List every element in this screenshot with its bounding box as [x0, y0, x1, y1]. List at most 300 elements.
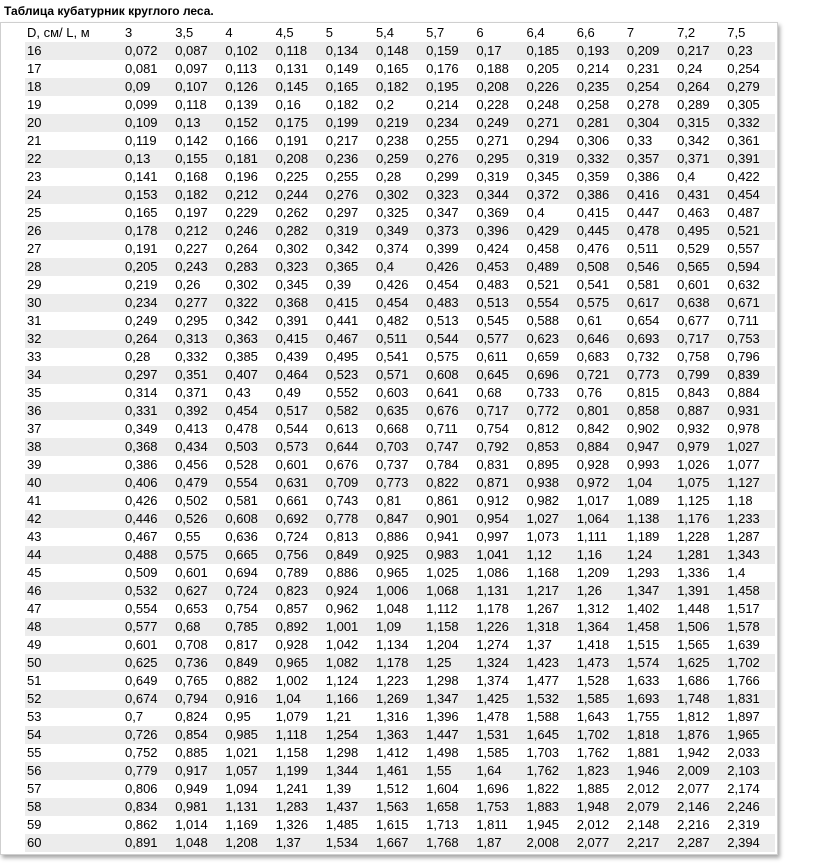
table-row [25, 582, 775, 600]
volume-cell: 0,368 [274, 294, 324, 312]
table-row [25, 474, 775, 492]
volume-cell: 0,456 [173, 456, 223, 474]
volume-cell: 0,552 [324, 384, 374, 402]
volume-cell: 0,217 [675, 42, 725, 60]
table-row [25, 240, 775, 258]
volume-cell: 1,298 [324, 744, 374, 762]
volume-cell: 0,464 [274, 366, 324, 384]
volume-cell: 0,603 [374, 384, 424, 402]
volume-cell: 1,448 [675, 600, 725, 618]
volume-cell: 0,342 [675, 132, 725, 150]
volume-cell: 0,351 [173, 366, 223, 384]
volume-cell: 1,298 [424, 672, 474, 690]
volume-cell: 0,415 [575, 204, 625, 222]
diameter-cell: 54 [25, 726, 123, 744]
volume-cell: 0,28 [123, 348, 173, 366]
volume-cell: 0,541 [374, 348, 424, 366]
volume-cell: 0,724 [223, 582, 273, 600]
volume-cell: 1,064 [575, 510, 625, 528]
volume-cell: 0,28 [374, 168, 424, 186]
volume-cell: 1,042 [324, 636, 374, 654]
volume-cell: 0,528 [223, 456, 273, 474]
volume-cell: 0,165 [123, 204, 173, 222]
volume-cell: 0,229 [223, 204, 273, 222]
volume-cell: 1,204 [424, 636, 474, 654]
volume-cell: 0,938 [525, 474, 575, 492]
volume-cell: 1,423 [525, 654, 575, 672]
table-row [25, 42, 775, 60]
volume-cell: 0,941 [424, 528, 474, 546]
volume-cell: 1,316 [374, 708, 424, 726]
volume-cell: 0,43 [223, 384, 273, 402]
diameter-cell: 47 [25, 600, 123, 618]
volume-cell: 1,87 [474, 834, 524, 852]
table-row [25, 546, 775, 564]
volume-cell: 0,711 [725, 312, 775, 330]
volume-cell: 0,674 [123, 690, 173, 708]
volume-cell: 0,696 [525, 366, 575, 384]
volume-cell: 0,901 [424, 510, 474, 528]
volume-cell: 0,361 [725, 132, 775, 150]
volume-cell: 1,811 [474, 816, 524, 834]
volume-cell: 0,732 [625, 348, 675, 366]
volume-cell: 1,645 [525, 726, 575, 744]
volume-cell: 0,313 [173, 330, 223, 348]
volume-cell: 1,506 [675, 618, 725, 636]
volume-cell: 0,676 [424, 402, 474, 420]
length-header: 6,6 [575, 24, 625, 42]
volume-cell: 2,217 [625, 834, 675, 852]
volume-cell: 0,853 [525, 438, 575, 456]
volume-cell: 0,565 [675, 258, 725, 276]
volume-cell: 0,513 [424, 312, 474, 330]
volume-cell: 1,021 [223, 744, 273, 762]
volume-cell: 2,394 [725, 834, 775, 852]
volume-cell: 0,601 [123, 636, 173, 654]
volume-cell: 0,692 [274, 510, 324, 528]
volume-cell: 0,314 [123, 384, 173, 402]
volume-cell: 0,4 [675, 168, 725, 186]
volume-cell: 0,635 [374, 402, 424, 420]
volume-cell: 1,703 [525, 744, 575, 762]
volume-cell: 0,426 [123, 492, 173, 510]
volume-cell: 1,241 [274, 780, 324, 798]
volume-cell: 0,817 [223, 636, 273, 654]
volume-cell: 0,886 [374, 528, 424, 546]
volume-cell: 0,554 [223, 474, 273, 492]
volume-cell: 0,683 [575, 348, 625, 366]
volume-cell: 0,255 [324, 168, 374, 186]
volume-cell: 0,371 [173, 384, 223, 402]
volume-cell: 0,611 [474, 348, 524, 366]
table-row [25, 600, 775, 618]
volume-cell: 0,445 [575, 222, 625, 240]
volume-cell: 0,279 [725, 78, 775, 96]
volume-cell: 1,458 [725, 582, 775, 600]
volume-cell: 2,077 [575, 834, 625, 852]
volume-cell: 1,658 [424, 798, 474, 816]
volume-cell: 0,454 [424, 276, 474, 294]
volume-cell: 1,04 [625, 474, 675, 492]
volume-cell: 0,861 [424, 492, 474, 510]
volume-cell: 1,267 [525, 600, 575, 618]
volume-cell: 0,126 [223, 78, 273, 96]
volume-cell: 0,306 [575, 132, 625, 150]
volume-cell: 0,76 [575, 384, 625, 402]
diameter-cell: 19 [25, 96, 123, 114]
volume-cell: 0,478 [625, 222, 675, 240]
volume-cell: 1,168 [525, 564, 575, 582]
diameter-cell: 34 [25, 366, 123, 384]
volume-cell: 0,399 [424, 240, 474, 258]
volume-cell: 1,702 [575, 726, 625, 744]
volume-cell: 0,789 [274, 564, 324, 582]
volume-cell: 0,099 [123, 96, 173, 114]
table-row [25, 312, 775, 330]
volume-cell: 0,159 [424, 42, 474, 60]
table-row [25, 186, 775, 204]
volume-cell: 0,799 [675, 366, 725, 384]
table-row [25, 150, 775, 168]
volume-cell: 0,2 [374, 96, 424, 114]
volume-cell: 0,81 [374, 492, 424, 510]
volume-cell: 0,365 [324, 258, 374, 276]
volume-cell: 0,965 [274, 654, 324, 672]
table-row [25, 618, 775, 636]
diameter-cell: 39 [25, 456, 123, 474]
volume-cell: 0,981 [173, 798, 223, 816]
volume-cell: 0,209 [625, 42, 675, 60]
volume-cell: 0,482 [374, 312, 424, 330]
table-row [25, 492, 775, 510]
volume-cell: 0,502 [173, 492, 223, 510]
volume-cell: 0,843 [675, 384, 725, 402]
volume-cell: 0,997 [474, 528, 524, 546]
volume-cell: 0,801 [575, 402, 625, 420]
volume-cell: 1,762 [525, 762, 575, 780]
volume-cell: 0,711 [424, 420, 474, 438]
volume-cell: 0,283 [223, 258, 273, 276]
volume-cell: 1,001 [324, 618, 374, 636]
volume-cell: 0,453 [474, 258, 524, 276]
table-row [25, 168, 775, 186]
volume-cell: 0,369 [474, 204, 524, 222]
volume-cell: 0,262 [274, 204, 324, 222]
length-header: 4 [223, 24, 273, 42]
volume-cell: 1,18 [725, 492, 775, 510]
volume-cell: 0,582 [324, 402, 374, 420]
volume-cell: 1,942 [675, 744, 725, 762]
volume-cell: 0,646 [575, 330, 625, 348]
volume-cell: 0,792 [474, 438, 524, 456]
diameter-cell: 20 [25, 114, 123, 132]
volume-cell: 0,413 [173, 420, 223, 438]
volume-cell: 1,578 [725, 618, 775, 636]
volume-cell: 0,778 [324, 510, 374, 528]
volume-cell: 0,892 [274, 618, 324, 636]
volume-cell: 0,302 [274, 240, 324, 258]
volume-cell: 1,226 [474, 618, 524, 636]
volume-cell: 0,924 [324, 582, 374, 600]
volume-cell: 1,223 [374, 672, 424, 690]
volume-cell: 1,014 [173, 816, 223, 834]
volume-cell: 0,113 [223, 60, 273, 78]
volume-cell: 0,588 [525, 312, 575, 330]
length-header: 5,4 [374, 24, 424, 42]
table-row [25, 762, 775, 780]
volume-cell: 1,026 [675, 456, 725, 474]
volume-cell: 2,103 [725, 762, 775, 780]
volume-cell: 0,665 [223, 546, 273, 564]
volume-cell: 1,755 [625, 708, 675, 726]
diameter-cell: 56 [25, 762, 123, 780]
volume-cell: 1,702 [725, 654, 775, 672]
volume-cell: 1,347 [424, 690, 474, 708]
volume-cell: 0,902 [625, 420, 675, 438]
volume-cell: 1,686 [675, 672, 725, 690]
volume-cell: 0,371 [675, 150, 725, 168]
length-header: 3 [123, 24, 173, 42]
volume-cell: 0,294 [525, 132, 575, 150]
table-row [25, 402, 775, 420]
diameter-cell: 18 [25, 78, 123, 96]
volume-cell: 1,477 [525, 672, 575, 690]
volume-cell: 1,528 [575, 672, 625, 690]
volume-cell: 1,287 [725, 528, 775, 546]
diameter-cell: 51 [25, 672, 123, 690]
volume-cell: 0,709 [324, 474, 374, 492]
volume-cell: 1,965 [725, 726, 775, 744]
volume-cell: 2,174 [725, 780, 775, 798]
volume-cell: 0,752 [123, 744, 173, 762]
volume-cell: 1,39 [324, 780, 374, 798]
volume-cell: 2,033 [725, 744, 775, 762]
volume-cell: 0,166 [223, 132, 273, 150]
volume-cell: 0,205 [525, 60, 575, 78]
volume-cell: 0,617 [625, 294, 675, 312]
volume-cell: 0,928 [575, 456, 625, 474]
volume-cell: 0,264 [675, 78, 725, 96]
volume-cell: 1,208 [223, 834, 273, 852]
volume-cell: 0,594 [725, 258, 775, 276]
diameter-cell: 21 [25, 132, 123, 150]
volume-cell: 0,165 [324, 78, 374, 96]
volume-cell: 1,753 [474, 798, 524, 816]
table-row [25, 114, 775, 132]
volume-cell: 0,141 [123, 168, 173, 186]
volume-cell: 2,216 [675, 816, 725, 834]
volume-cell: 0,208 [474, 78, 524, 96]
volume-cell: 0,149 [324, 60, 374, 78]
volume-cell: 0,965 [374, 564, 424, 582]
volume-cell: 0,13 [123, 150, 173, 168]
volume-cell: 0,139 [223, 96, 273, 114]
volume-cell: 0,107 [173, 78, 223, 96]
volume-cell: 0,834 [123, 798, 173, 816]
volume-cell: 1,344 [324, 762, 374, 780]
volume-cell: 0,717 [675, 330, 725, 348]
volume-cell: 1,883 [525, 798, 575, 816]
table-row [25, 420, 775, 438]
volume-cell: 0,842 [575, 420, 625, 438]
volume-cell: 0,323 [424, 186, 474, 204]
volume-cell: 0,278 [625, 96, 675, 114]
table-row [25, 564, 775, 582]
volume-cell: 0,806 [123, 780, 173, 798]
volume-cell: 0,363 [223, 330, 273, 348]
volume-cell: 0,391 [725, 150, 775, 168]
volume-cell: 0,529 [675, 240, 725, 258]
volume-cell: 0,726 [123, 726, 173, 744]
volume-cell: 1,12 [525, 546, 575, 564]
volume-cell: 0,508 [575, 258, 625, 276]
diameter-cell: 44 [25, 546, 123, 564]
diameter-cell: 16 [25, 42, 123, 60]
volume-cell: 0,857 [274, 600, 324, 618]
volume-cell: 0,743 [324, 492, 374, 510]
volume-cell: 0,276 [424, 150, 474, 168]
volume-cell: 1,293 [625, 564, 675, 582]
volume-cell: 0,439 [274, 348, 324, 366]
volume-cell: 1,24 [625, 546, 675, 564]
volume-cell: 1,25 [424, 654, 474, 672]
diameter-cell: 38 [25, 438, 123, 456]
volume-cell: 0,254 [625, 78, 675, 96]
table-row [25, 708, 775, 726]
volume-cell: 0,884 [575, 438, 625, 456]
volume-cell: 1,818 [625, 726, 675, 744]
volume-cell: 0,625 [123, 654, 173, 672]
table-row [25, 798, 775, 816]
volume-cell: 0,488 [123, 546, 173, 564]
volume-cell: 0,276 [324, 186, 374, 204]
table-row [25, 690, 775, 708]
volume-cell: 0,23 [725, 42, 775, 60]
volume-cell: 0,756 [274, 546, 324, 564]
volume-cell: 0,271 [525, 114, 575, 132]
volume-cell: 0,758 [675, 348, 725, 366]
volume-cell: 1,326 [274, 816, 324, 834]
volume-cell: 0,277 [173, 294, 223, 312]
table-row [25, 672, 775, 690]
volume-cell: 0,831 [474, 456, 524, 474]
length-header: 5 [324, 24, 374, 42]
volume-cell: 0,849 [223, 654, 273, 672]
volume-cell: 0,295 [173, 312, 223, 330]
table-row [25, 222, 775, 240]
volume-cell: 0,182 [173, 186, 223, 204]
volume-cell: 0,176 [424, 60, 474, 78]
volume-cell: 1,412 [374, 744, 424, 762]
volume-cell: 0,102 [223, 42, 273, 60]
table-row [25, 780, 775, 798]
diameter-cell: 27 [25, 240, 123, 258]
volume-cell: 0,332 [725, 114, 775, 132]
volume-cell: 0,347 [424, 204, 474, 222]
volume-cell: 0,928 [274, 636, 324, 654]
volume-cell: 0,282 [274, 222, 324, 240]
volume-cell: 1,073 [525, 528, 575, 546]
table-row [25, 294, 775, 312]
volume-cell: 1,396 [424, 708, 474, 726]
volume-cell: 0,426 [424, 258, 474, 276]
volume-cell: 0,119 [123, 132, 173, 150]
volume-cell: 1,312 [575, 600, 625, 618]
volume-cell: 1,876 [675, 726, 725, 744]
volume-cell: 0,145 [274, 78, 324, 96]
volume-cell: 0,747 [424, 438, 474, 456]
diameter-cell: 32 [25, 330, 123, 348]
volume-cell: 0,454 [223, 402, 273, 420]
diameter-cell: 40 [25, 474, 123, 492]
volume-cell: 2,008 [525, 834, 575, 852]
volume-cell: 0,479 [173, 474, 223, 492]
volume-cell: 1,324 [474, 654, 524, 672]
volume-cell: 1,374 [474, 672, 524, 690]
table-row [25, 384, 775, 402]
volume-cell: 1,318 [525, 618, 575, 636]
volume-cell: 0,225 [274, 168, 324, 186]
volume-cell: 0,557 [725, 240, 775, 258]
volume-cell: 1,478 [474, 708, 524, 726]
volume-cell: 0,193 [575, 42, 625, 60]
volume-cell: 0,227 [173, 240, 223, 258]
volume-cell: 0,895 [525, 456, 575, 474]
table-row [25, 258, 775, 276]
volume-cell: 0,315 [675, 114, 725, 132]
volume-cell: 0,737 [374, 456, 424, 474]
volume-cell: 1,55 [424, 762, 474, 780]
volume-cell: 0,891 [123, 834, 173, 852]
volume-cell: 0,212 [223, 186, 273, 204]
volume-cell: 0,581 [625, 276, 675, 294]
volume-cell: 0,653 [173, 600, 223, 618]
volume-cell: 1,946 [625, 762, 675, 780]
volume-cell: 0,24 [675, 60, 725, 78]
volume-cell: 0,155 [173, 150, 223, 168]
volume-cell: 1,4 [725, 564, 775, 582]
volume-cell: 1,633 [625, 672, 675, 690]
volume-cell: 1,112 [424, 600, 474, 618]
volume-cell: 1,667 [374, 834, 424, 852]
volume-cell: 1,199 [274, 762, 324, 780]
volume-cell: 2,077 [675, 780, 725, 798]
length-header: 5,7 [424, 24, 474, 42]
table-row [25, 726, 775, 744]
volume-cell: 0,13 [173, 114, 223, 132]
volume-cell: 0,703 [374, 438, 424, 456]
volume-cell: 1,347 [625, 582, 675, 600]
volume-cell: 0,195 [424, 78, 474, 96]
volume-cell: 0,601 [173, 564, 223, 582]
volume-cell: 0,676 [324, 456, 374, 474]
diameter-cell: 55 [25, 744, 123, 762]
volume-cell: 0,601 [675, 276, 725, 294]
volume-cell: 1,713 [424, 816, 474, 834]
volume-cell: 0,458 [525, 240, 575, 258]
volume-cell: 0,249 [123, 312, 173, 330]
volume-cell: 1,639 [725, 636, 775, 654]
volume-cell: 1,04 [274, 690, 324, 708]
volume-cell: 0,601 [274, 456, 324, 474]
volume-cell: 0,511 [625, 240, 675, 258]
volume-cell: 0,087 [173, 42, 223, 60]
diameter-cell: 48 [25, 618, 123, 636]
volume-cell: 1,089 [625, 492, 675, 510]
volume-cell: 1,831 [725, 690, 775, 708]
volume-cell: 0,165 [374, 60, 424, 78]
volume-cell: 0,415 [274, 330, 324, 348]
